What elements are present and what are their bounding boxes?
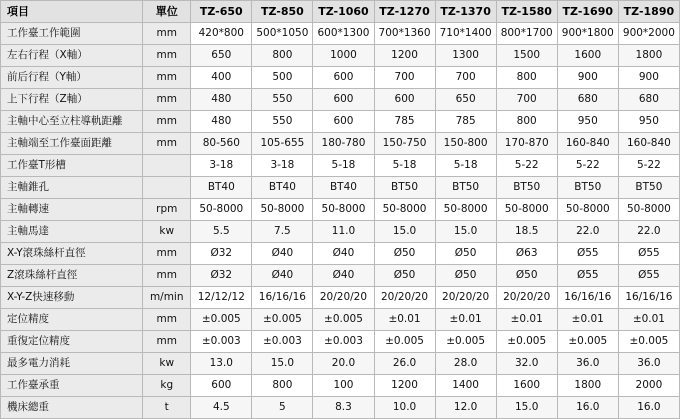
row-item-label: 工作臺工作範圍: [1, 23, 143, 45]
table-cell: 36.0: [557, 353, 618, 375]
table-cell: 3-18: [191, 155, 252, 177]
table-cell: 680: [557, 89, 618, 111]
table-cell: 600*1300: [313, 23, 374, 45]
table-row: [1, 23, 680, 45]
table-cell: Ø40: [252, 265, 313, 287]
table-cell: BT50: [374, 177, 435, 199]
table-cell: 500: [252, 67, 313, 89]
column-header-model-7: TZ-1690: [557, 1, 618, 23]
table-cell: 100: [313, 375, 374, 397]
table-cell: ±0.003: [252, 331, 313, 353]
table-row: [1, 133, 680, 155]
table-cell: Ø55: [618, 243, 679, 265]
table-cell: 7.5: [252, 221, 313, 243]
row-item-label: 主軸馬達: [1, 221, 143, 243]
table-cell: 550: [252, 89, 313, 111]
row-unit: mm: [143, 243, 191, 265]
table-cell: 105-655: [252, 133, 313, 155]
table-cell: 600: [313, 89, 374, 111]
table-cell: 180-780: [313, 133, 374, 155]
table-row: [1, 287, 680, 309]
table-cell: 785: [435, 111, 496, 133]
table-row: [1, 221, 680, 243]
table-cell: 1400: [435, 375, 496, 397]
table-cell: 80-560: [191, 133, 252, 155]
row-item-label: 最多電力消耗: [1, 353, 143, 375]
table-cell: Ø55: [618, 265, 679, 287]
table-cell: 900: [557, 67, 618, 89]
table-cell: 160-840: [618, 133, 679, 155]
row-unit: mm: [143, 265, 191, 287]
table-row: [1, 397, 680, 419]
table-cell: ±0.01: [374, 309, 435, 331]
table-cell: 150-800: [435, 133, 496, 155]
table-row: [1, 375, 680, 397]
table-cell: 600: [313, 67, 374, 89]
table-cell: 16/16/16: [557, 287, 618, 309]
table-cell: Ø32: [191, 243, 252, 265]
row-item-label: 工作臺T形槽: [1, 155, 143, 177]
table-cell: 650: [191, 45, 252, 67]
column-header-model-3: TZ-1060: [313, 1, 374, 23]
table-cell: ±0.01: [618, 309, 679, 331]
table-cell: 5: [252, 397, 313, 419]
row-unit: [143, 155, 191, 177]
table-row: [1, 331, 680, 353]
table-cell: 480: [191, 111, 252, 133]
table-cell: 680: [618, 89, 679, 111]
row-unit: mm: [143, 133, 191, 155]
row-item-label: 前后行程（Y軸）: [1, 67, 143, 89]
table-cell: 50-8000: [496, 199, 557, 221]
table-row: [1, 199, 680, 221]
table-cell: 8.3: [313, 397, 374, 419]
table-cell: 50-8000: [618, 199, 679, 221]
table-cell: 16.0: [557, 397, 618, 419]
table-cell: 32.0: [496, 353, 557, 375]
table-cell: 20.0: [313, 353, 374, 375]
table-cell: 26.0: [374, 353, 435, 375]
table-cell: 15.0: [252, 353, 313, 375]
table-row: [1, 67, 680, 89]
table-cell: 710*1400: [435, 23, 496, 45]
table-cell: ±0.005: [618, 331, 679, 353]
table-cell: BT40: [313, 177, 374, 199]
table-cell: Ø63: [496, 243, 557, 265]
table-cell: ±0.005: [252, 309, 313, 331]
table-cell: 22.0: [618, 221, 679, 243]
table-cell: 50-8000: [435, 199, 496, 221]
table-cell: 16/16/16: [252, 287, 313, 309]
row-item-label: 左右行程（X軸）: [1, 45, 143, 67]
column-header-model-1: TZ-650: [191, 1, 252, 23]
table-row: [1, 177, 680, 199]
table-cell: 2000: [618, 375, 679, 397]
table-cell: 15.0: [496, 397, 557, 419]
table-cell: 150-750: [374, 133, 435, 155]
table-cell: 5-18: [374, 155, 435, 177]
table-cell: Ø50: [496, 265, 557, 287]
row-item-label: 主軸錐孔: [1, 177, 143, 199]
table-cell: 600: [313, 111, 374, 133]
table-cell: 50-8000: [557, 199, 618, 221]
table-cell: 11.0: [313, 221, 374, 243]
row-unit: mm: [143, 23, 191, 45]
table-cell: 22.0: [557, 221, 618, 243]
row-item-label: 重復定位精度: [1, 331, 143, 353]
table-cell: 900: [618, 67, 679, 89]
table-cell: 3-18: [252, 155, 313, 177]
table-cell: 420*800: [191, 23, 252, 45]
table-cell: 10.0: [374, 397, 435, 419]
header-row: [1, 1, 680, 23]
table-cell: ±0.005: [557, 331, 618, 353]
row-unit: mm: [143, 331, 191, 353]
table-cell: ±0.01: [435, 309, 496, 331]
column-header-unit: 單位: [143, 1, 191, 23]
table-cell: Ø50: [435, 265, 496, 287]
row-item-label: 機床總重: [1, 397, 143, 419]
table-cell: 600: [374, 89, 435, 111]
table-row: [1, 45, 680, 67]
table-cell: 16/16/16: [618, 287, 679, 309]
row-unit: mm: [143, 111, 191, 133]
row-item-label: Z滾珠絲杆直徑: [1, 265, 143, 287]
table-cell: BT50: [496, 177, 557, 199]
table-cell: 12/12/12: [191, 287, 252, 309]
table-cell: 550: [252, 111, 313, 133]
table-cell: Ø55: [557, 243, 618, 265]
table-cell: 20/20/20: [313, 287, 374, 309]
table-cell: ±0.005: [496, 331, 557, 353]
table-cell: 800*1700: [496, 23, 557, 45]
table-cell: BT50: [618, 177, 679, 199]
table-cell: 1800: [557, 375, 618, 397]
table-cell: 1200: [374, 45, 435, 67]
table-cell: BT50: [435, 177, 496, 199]
table-cell: 5-22: [618, 155, 679, 177]
table-cell: 170-870: [496, 133, 557, 155]
table-cell: Ø32: [191, 265, 252, 287]
table-cell: 20/20/20: [435, 287, 496, 309]
table-cell: 4.5: [191, 397, 252, 419]
table-cell: Ø50: [435, 243, 496, 265]
table-cell: 950: [557, 111, 618, 133]
table-row: [1, 155, 680, 177]
table-cell: Ø40: [313, 243, 374, 265]
table-cell: 5-18: [313, 155, 374, 177]
table-cell: 785: [374, 111, 435, 133]
table-cell: 480: [191, 89, 252, 111]
column-header-model-8: TZ-1890: [618, 1, 679, 23]
table-row: [1, 89, 680, 111]
row-item-label: 主軸轉速: [1, 199, 143, 221]
table-cell: 160-840: [557, 133, 618, 155]
table-cell: 800: [252, 45, 313, 67]
table-cell: Ø55: [557, 265, 618, 287]
row-item-label: 上下行程（Z軸）: [1, 89, 143, 111]
row-unit: rpm: [143, 199, 191, 221]
table-header: [1, 1, 680, 23]
table-cell: Ø50: [374, 265, 435, 287]
table-cell: 5-22: [496, 155, 557, 177]
column-header-model-5: TZ-1370: [435, 1, 496, 23]
table-cell: 15.0: [435, 221, 496, 243]
row-unit: kw: [143, 221, 191, 243]
table-cell: 700: [496, 89, 557, 111]
row-unit: t: [143, 397, 191, 419]
table-row: [1, 309, 680, 331]
row-unit: mm: [143, 89, 191, 111]
table-cell: BT40: [191, 177, 252, 199]
table-cell: ±0.005: [313, 309, 374, 331]
table-cell: 700: [435, 67, 496, 89]
table-cell: ±0.003: [313, 331, 374, 353]
table-cell: 1600: [557, 45, 618, 67]
table-cell: 600: [191, 375, 252, 397]
row-unit: [143, 177, 191, 199]
table-cell: 1200: [374, 375, 435, 397]
table-cell: BT40: [252, 177, 313, 199]
table-cell: 500*1050: [252, 23, 313, 45]
row-unit: mm: [143, 309, 191, 331]
table-cell: 950: [618, 111, 679, 133]
table-cell: 700*1360: [374, 23, 435, 45]
table-cell: ±0.005: [191, 309, 252, 331]
table-cell: 900*2000: [618, 23, 679, 45]
table-cell: ±0.003: [191, 331, 252, 353]
table-cell: Ø40: [252, 243, 313, 265]
table-body: [1, 23, 680, 419]
table-cell: 20/20/20: [496, 287, 557, 309]
table-cell: 36.0: [618, 353, 679, 375]
table-cell: 5.5: [191, 221, 252, 243]
table-cell: ±0.01: [557, 309, 618, 331]
table-cell: 18.5: [496, 221, 557, 243]
table-cell: 650: [435, 89, 496, 111]
table-cell: 28.0: [435, 353, 496, 375]
table-cell: 13.0: [191, 353, 252, 375]
table-cell: 50-8000: [191, 199, 252, 221]
row-item-label: 主軸中心至立柱導軌距離: [1, 111, 143, 133]
table-cell: 50-8000: [313, 199, 374, 221]
table-cell: ±0.005: [435, 331, 496, 353]
row-item-label: X-Y滾珠絲杆直徑: [1, 243, 143, 265]
table-cell: 1500: [496, 45, 557, 67]
table-cell: 5-22: [557, 155, 618, 177]
table-cell: 1300: [435, 45, 496, 67]
table-row: [1, 353, 680, 375]
table-cell: 1600: [496, 375, 557, 397]
table-cell: 800: [252, 375, 313, 397]
table-cell: 400: [191, 67, 252, 89]
table-row: [1, 243, 680, 265]
table-cell: ±0.005: [374, 331, 435, 353]
table-cell: Ø50: [374, 243, 435, 265]
row-item-label: 定位精度: [1, 309, 143, 331]
row-unit: mm: [143, 45, 191, 67]
table-cell: 50-8000: [374, 199, 435, 221]
row-unit: kw: [143, 353, 191, 375]
row-unit: m/min: [143, 287, 191, 309]
table-cell: Ø40: [313, 265, 374, 287]
table-cell: 1000: [313, 45, 374, 67]
table-cell: 20/20/20: [374, 287, 435, 309]
table-cell: 50-8000: [252, 199, 313, 221]
table-cell: BT50: [557, 177, 618, 199]
column-header-model-2: TZ-850: [252, 1, 313, 23]
table-cell: 12.0: [435, 397, 496, 419]
table-row: [1, 265, 680, 287]
column-header-model-4: TZ-1270: [374, 1, 435, 23]
table-cell: 5-18: [435, 155, 496, 177]
row-item-label: 主軸端至工作臺面距離: [1, 133, 143, 155]
table-cell: 1800: [618, 45, 679, 67]
table-cell: 800: [496, 111, 557, 133]
table-cell: ±0.01: [496, 309, 557, 331]
row-item-label: 工作臺承重: [1, 375, 143, 397]
row-unit: mm: [143, 67, 191, 89]
column-header-model-6: TZ-1580: [496, 1, 557, 23]
table-row: [1, 111, 680, 133]
table-cell: 700: [374, 67, 435, 89]
table-cell: 800: [496, 67, 557, 89]
row-unit: kg: [143, 375, 191, 397]
row-item-label: X-Y-Z快速移動: [1, 287, 143, 309]
table-cell: 16.0: [618, 397, 679, 419]
table-cell: 15.0: [374, 221, 435, 243]
table-cell: 900*1800: [557, 23, 618, 45]
column-header-item: 項目: [1, 1, 143, 23]
